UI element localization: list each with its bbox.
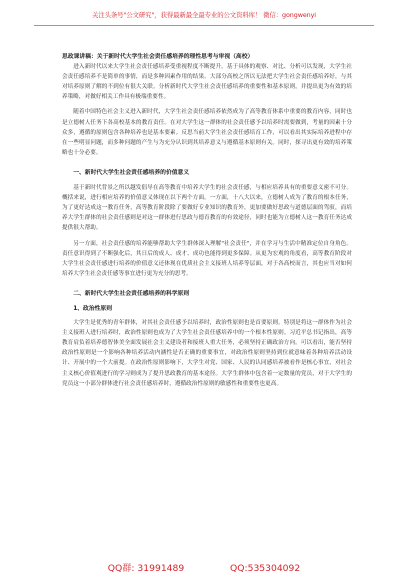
page-header	[34, 10, 374, 37]
section-1-paragraph-1: 基于新时代背景之所以越发倡导在高等教育中培养大学生的社会责任感，与相应培养具有的重要意义密不可分。概括来说，进行相应培养的价值意义体现在以下两个方面。一方面，十八大以来，立德树人成为了教育的根本任务，为了更好达成这一教育任务，高等教育阶段除了要做好专业知识的教育外，更加要做好思政与道德层面的驾驭，而培养大学生群体的社会责任感则是对这一群体进行思政与德育教育的有效途径，同时也能为立德树人这一教育任务达成提供很大帮助。	[62, 185, 352, 232]
document-title: 思政课讲稿：关于新时代大学生社会责任感培养的理性思考与审视（高校）	[62, 54, 254, 60]
page-footer	[0, 560, 408, 574]
section-2-subheading: 1、政治性原则	[73, 305, 113, 312]
header-divider	[34, 25, 374, 26]
footer-qq-number: QQ:535304092	[230, 563, 301, 574]
document-body	[62, 52, 352, 394]
intro-paragraph-2: 随着中国特色社会主义进入新时代，大学生社会责任感培养依然成为了高等教育体系中重要的教育内容，同时也是立德树人任务下各高校基本的教育责任。在对大学生这一群体的社会责任感予以培养时需要做到，考量的因素十分众多，遵循的原则包含各种培养也是基本要素。反思当前大学生社会责任感培育工作，可以看出其实际培养进程中存在一些明显问题，而多种问题的产生与为充分认识到其培养意义与遵循基本原则有关。同时，探寻出更有效的培养策略也十分必要。	[62, 109, 352, 156]
intro-paragraph-1: 进入新时代以来大学生社会责任感培养受重视程度不断提升。基于具体的观察、对比、分析可以发现，大学生社会责任感培养不是简单的事情，而是多种因素作用的结果。大部分高校之所以无法把大学生社会责任感培养好，与其对培养原则了解的不到位有很大关联。分析新时代大学生社会责任感培养的重要性和基本原则，并提出更为有效的培养策略，对做好相关工作具有极端重要性。	[62, 64, 352, 101]
section-1-paragraph-2: 另一方面，社会责任感的培养能够帮助大学生群体深入理解"社会责任"，并在学习与生活中精准定位自身角色。责任意识得到了不断强化后，其日后的成人、成才、成功也能得到更多保障。从更为宏观的角度看，高等教育阶段对大学生社会责任感进行培养的价值意义还体现在优质社会主义接班人培养等层面，对于各高校而言，其也应当对如何培养大学生社会责任感等事宜进行更为充分的思考。	[62, 240, 352, 277]
section-1-heading: 一、新时代大学生社会责任感培养的价值意义	[73, 169, 190, 176]
header-promo-text: 关注头条号"公文研究"，获得最新最全最专业的公文资料库！ 微信：gongwenyi	[92, 11, 316, 19]
footer-qq-group: QQ群: 31991489	[107, 563, 185, 574]
section-2-paragraph-1: 大学生是优秀的青年群体，对其社会责任感予以培养时，政治性原则也是首要原则。特别是将这一群体作为社会主义接班人进行培养时，政治性原则也成为了大学生社会责任感培养中的一个根本性原则。习近平总书记指出，高等教育肩负着培养德智体美全面发展社会主义建设者和接班人重大任务，必须坚持正确政治方向。可以看出，能否坚持政治性原则是一个影响各种培养活动内涵性是否正确的重要事宜，对政治性原则坚持到位就意味着各种培养活动设计、开展中的一个大前提。在政治性原则影响下，大学生对党、国家、人民的认同感培养被看作是核心事宜，对社会主义核心价值观进行的学习则成为了提升思政教育的基本途径。大学生群体中包含着一定数量的党员，对于大学生的党员这一小部分群体进行社会责任感培养时，遵循政治性原则的敏感性和重要性也更高。	[62, 320, 352, 387]
section-2-heading: 二、新时代大学生社会责任感培养的科学原则	[73, 290, 190, 297]
